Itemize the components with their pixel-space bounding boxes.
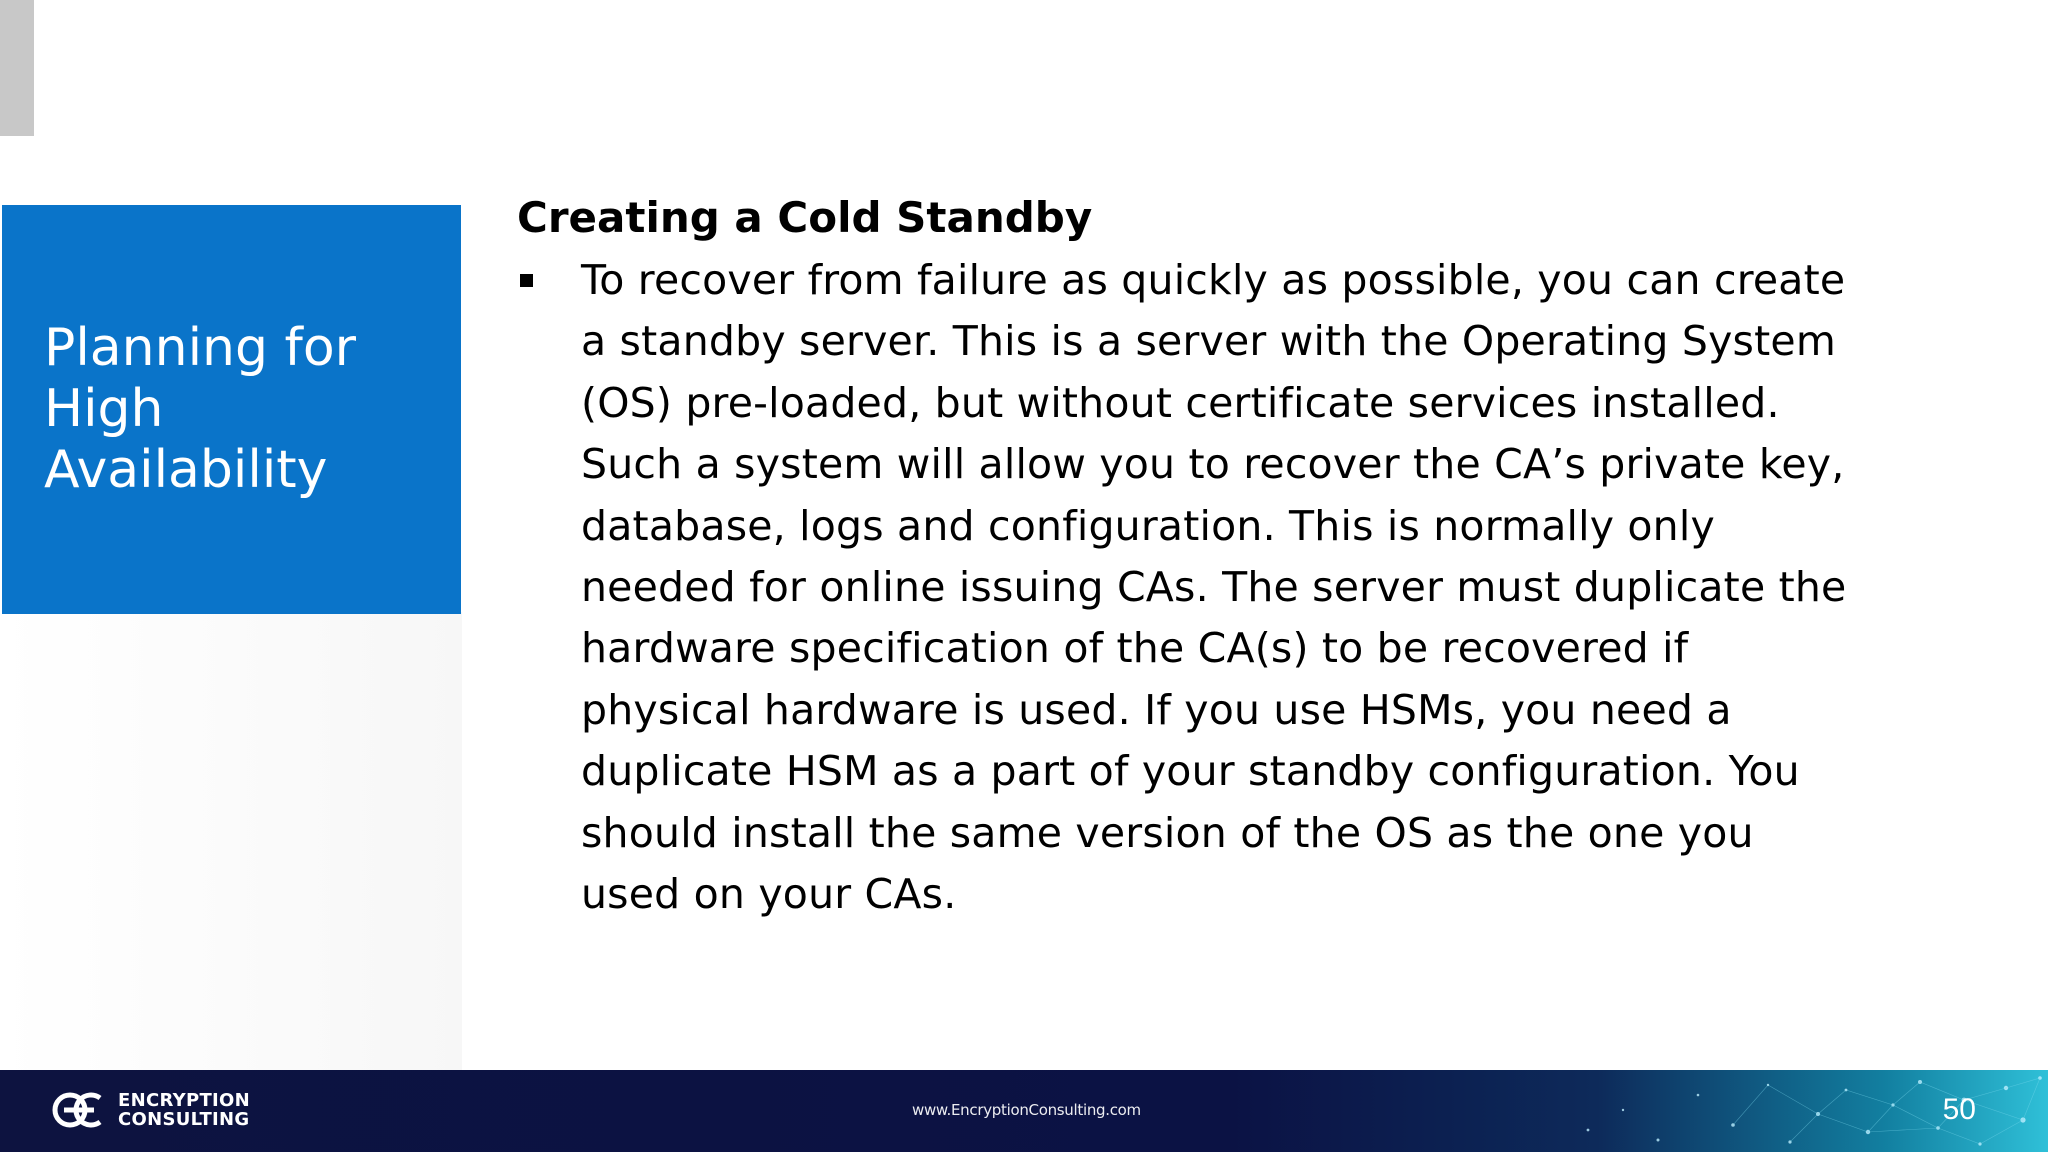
- corner-accent-bar: [0, 0, 34, 136]
- square-bullet-icon: [517, 250, 581, 311]
- page-number: 50: [1942, 1093, 1976, 1126]
- logo-line-1: ENCRYPTION: [118, 1090, 251, 1111]
- section-title: Planning for High Availability: [44, 318, 357, 500]
- website-link[interactable]: www.EncryptionConsulting.com: [912, 1101, 1141, 1119]
- section-title-box: [2, 205, 461, 614]
- logo-line-2: CONSULTING: [118, 1109, 250, 1130]
- content-area: [517, 188, 1847, 925]
- bullet-text: To recover from failure as quickly as possible, you can create a standby server. This is a server with the Operating System (OS) pre-loaded, but without certificate services installed. Such a system will allow you to recover the CA’s private key, database, logs and configuration. This is normally only needed for online issuing CAs. The server must duplicate the hardware specification of the CA(s) to be recovered if physical hardware is used. If you use HSMs, you need a duplicate HSM as a part of your standby configuration. You should install the same version of the OS as the one you used on your CAs.: [581, 256, 1847, 919]
- bullet-item: [517, 250, 1847, 925]
- encryption-consulting-logo-icon: [50, 1088, 110, 1132]
- content-heading: Creating a Cold Standby: [517, 193, 1093, 242]
- left-panel-shade: [0, 612, 462, 1070]
- company-logo: [50, 1088, 250, 1132]
- footer-bar: [0, 1070, 2048, 1152]
- logo-wordmark: [118, 1091, 250, 1129]
